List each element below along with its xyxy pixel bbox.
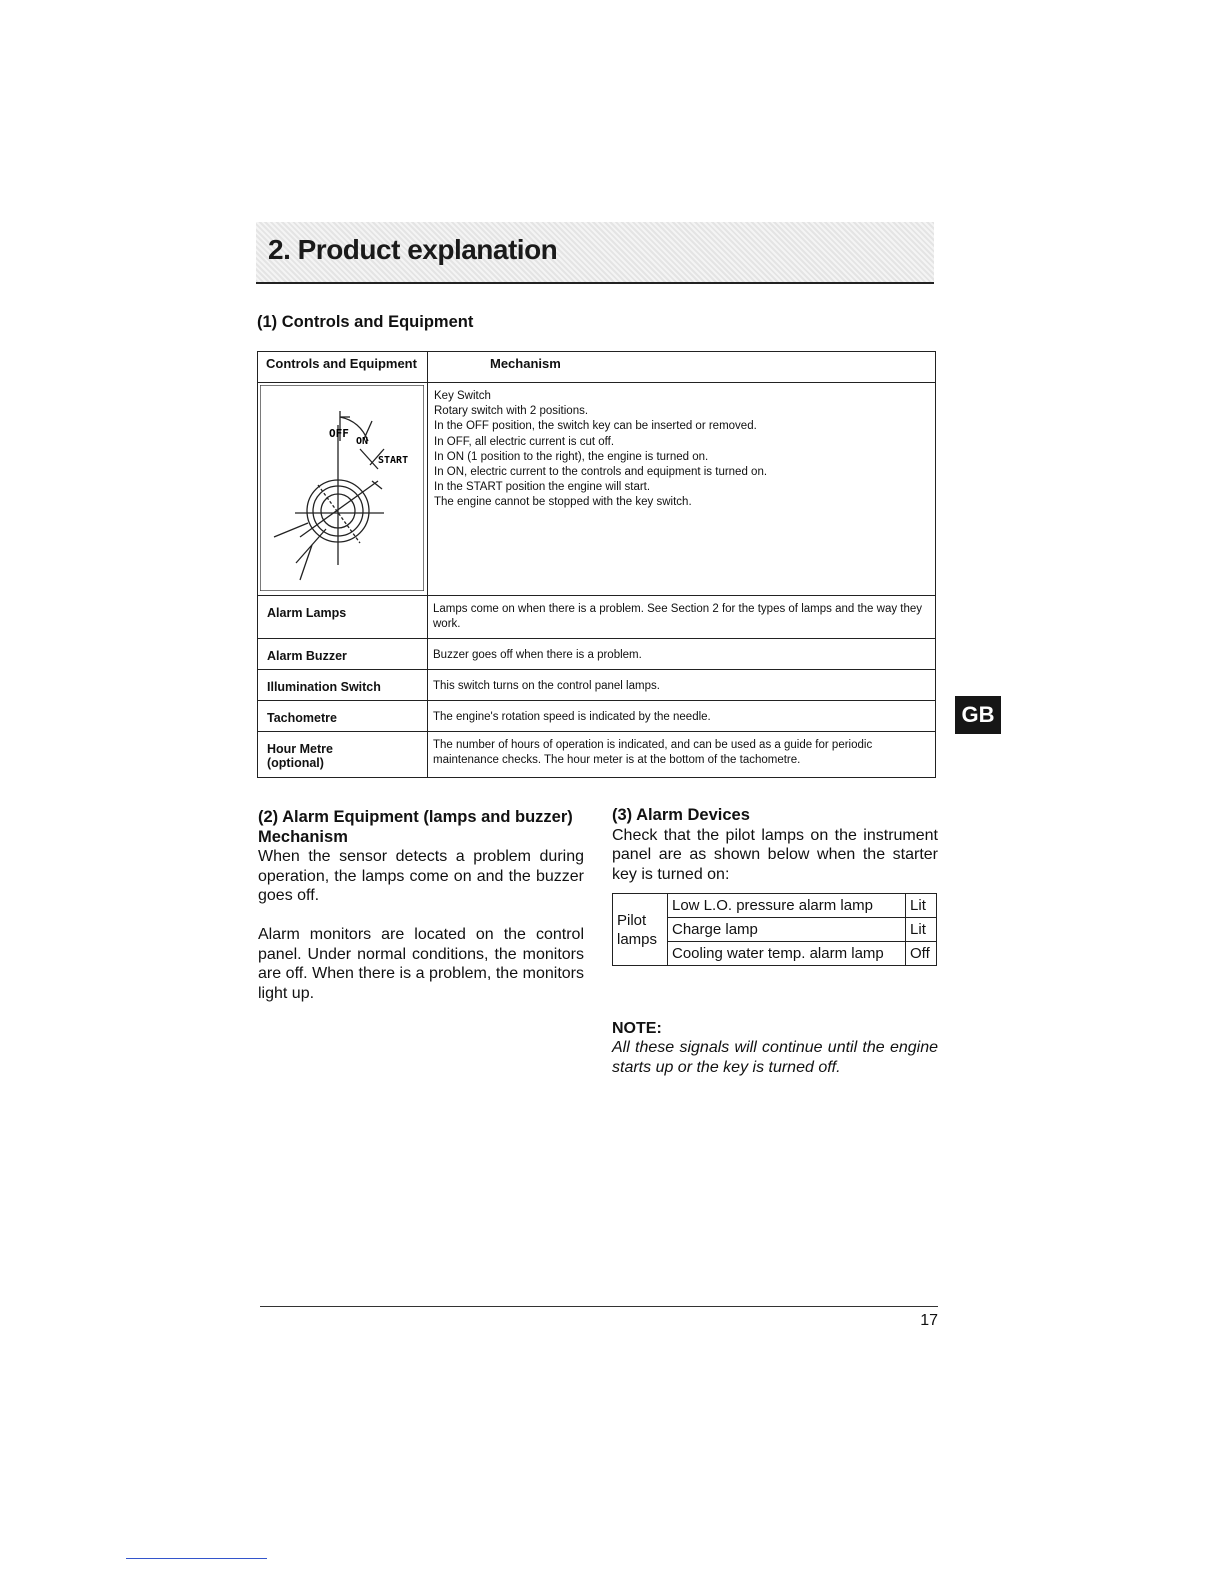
page-title: 2. Product explanation: [268, 234, 558, 265]
table-row-key-switch: [258, 383, 936, 596]
controls-heading: (1) Controls and Equipment: [257, 313, 474, 331]
lamp-name: Charge lamp: [668, 918, 906, 942]
alarm-equipment-subheading: Mechanism: [258, 827, 348, 846]
key-switch-description: [428, 383, 936, 596]
row-label: Illumination Switch: [258, 670, 428, 701]
key-line: Key Switch: [434, 390, 491, 402]
key-label-off: OFF: [329, 427, 349, 440]
table-row: [258, 732, 936, 778]
alarm-devices-heading: (3) Alarm Devices: [612, 806, 750, 824]
key-label-on: ON: [356, 436, 369, 447]
key-line: In ON (1 position to the right), the engine is turned on.: [434, 450, 709, 463]
row-text: The engine's rotation speed is indicated by the needle.: [428, 701, 936, 732]
table-header-row: [258, 352, 936, 383]
key-line: In ON, electric current to the controls and equipment is turned on.: [434, 466, 768, 479]
page-number: 17: [920, 1312, 938, 1329]
pilot-lamps-label: Pilot lamps: [613, 894, 668, 966]
lamp-name: Low L.O. pressure alarm lamp: [668, 894, 906, 918]
table-row: [258, 701, 936, 732]
row-label-line1: Hour Metre: [267, 742, 333, 756]
key-line: In the OFF position, the switch key can be inserted or removed.: [434, 420, 757, 433]
key-switch-diagram-cell: [258, 383, 428, 596]
table-row: [613, 894, 937, 918]
key-line: In the START position the engine will start.: [434, 481, 651, 494]
row-label-line2: (optional): [267, 756, 324, 770]
lamp-state: Lit: [906, 894, 937, 918]
pilot-lamps-table: [612, 893, 937, 966]
row-text: Buzzer goes off when there is a problem.: [428, 639, 936, 670]
lamp-state: Off: [906, 942, 937, 966]
table-row: [258, 670, 936, 701]
row-label: Tachometre: [258, 701, 428, 732]
row-text: The number of hours of operation is indicated, and can be used as a guide for periodic maintenance checks. The hour meter is at the bottom of the tachometre.: [428, 732, 936, 778]
alarm-equipment-para1: When the sensor detects a problem during operation, the lamps come on and the buzzer goes off.: [258, 848, 584, 905]
note-title: NOTE:: [612, 1020, 662, 1037]
alarm-devices-intro: Check that the pilot lamps on the instrument panel are as shown below when the starter key is turned on:: [612, 826, 938, 883]
alarm-devices-section: [612, 806, 938, 884]
alarm-equipment-section: [258, 808, 584, 1003]
key-label-start: START: [378, 455, 409, 466]
row-text: Lamps come on when there is a problem. See Section 2 for the types of lamps and the way they work.: [428, 596, 936, 639]
col-header-mechanism: Mechanism: [428, 352, 936, 383]
row-label: Alarm Buzzer: [258, 639, 428, 670]
key-line: Rotary switch with 2 positions.: [434, 405, 589, 418]
table-row: [258, 639, 936, 670]
row-text: This switch turns on the control panel lamps.: [428, 670, 936, 701]
language-tab-gb: GB: [955, 696, 1001, 734]
alarm-equipment-heading: (2) Alarm Equipment (lamps and buzzer): [258, 808, 573, 826]
row-label: Alarm Lamps: [258, 596, 428, 639]
section-banner: [256, 222, 934, 284]
lamp-name: Cooling water temp. alarm lamp: [668, 942, 906, 966]
footer-divider: [260, 1306, 938, 1307]
key-line: In OFF, all electric current is cut off.: [434, 435, 615, 448]
link-underline: [126, 1558, 267, 1559]
note-text: All these signals will continue until the engine starts up or the key is turned off.: [612, 1039, 938, 1076]
key-line: The engine cannot be stopped with the key switch.: [434, 496, 692, 509]
alarm-equipment-para2: Alarm monitors are located on the control panel. Under normal conditions, the monitors are off. When there is a problem, the monitors light up.: [258, 925, 584, 1002]
col-header-controls: Controls and Equipment: [258, 352, 428, 383]
key-switch-diagram: [260, 385, 424, 591]
row-label: [258, 732, 428, 778]
table-row: [258, 596, 936, 639]
controls-table: [257, 351, 936, 778]
lamp-state: Lit: [906, 918, 937, 942]
